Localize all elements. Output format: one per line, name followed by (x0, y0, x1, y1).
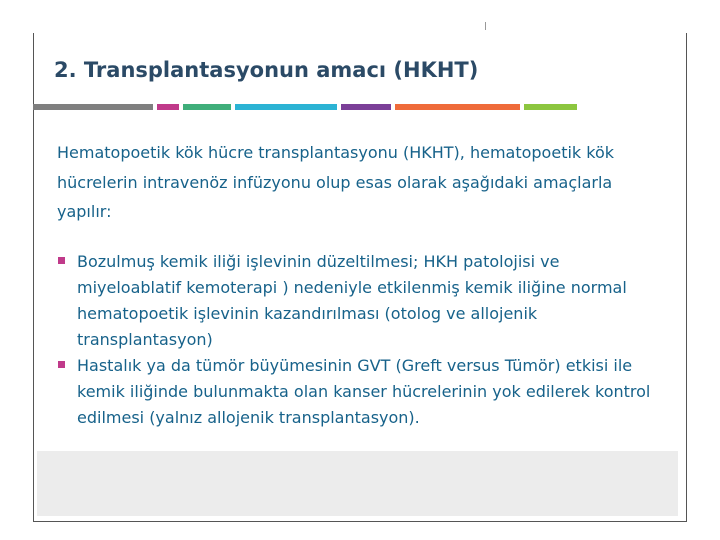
top-tick-mark (485, 22, 486, 30)
divider-segment-magenta (157, 104, 179, 110)
bullet-item (57, 353, 657, 431)
slide-content (57, 138, 657, 431)
divider-segment-cyan (235, 104, 337, 110)
square-bullet-icon (58, 361, 65, 368)
slide-title: 2. Transplantasyonun amacı (HKHT) (54, 58, 479, 82)
bullet-item (57, 249, 657, 353)
divider-segment-orange (395, 104, 520, 110)
frame-right-border (686, 33, 687, 522)
intro-paragraph: Hematopoetik kök hücre transplantasyonu (HKHT), hematopoetik kök hücrelerin intravenöz infüzyonu olup esas olarak aşağıdaki amaçlarla yapılır: (57, 143, 615, 221)
frame-bottom-border (33, 521, 687, 522)
bullet-list (57, 249, 657, 431)
divider-segment-green (183, 104, 231, 110)
divider-segment-purple (341, 104, 391, 110)
bullet-text: Bozulmuş kemik iliği işlevinin düzeltilmesi; HKH patolojisi ve miyeloablatif kemoterapi ) nedeniyle etkilenmiş kemik iliğine normal hematopoetik işlevinin kazandırılması (otolog ve allojenik transplantasyon) (77, 251, 627, 349)
color-divider-bar (33, 104, 577, 110)
footer-band (37, 451, 678, 516)
divider-segment-gray (33, 104, 153, 110)
square-bullet-icon (58, 257, 65, 264)
bullet-text: Hastalık ya da tümör büyümesinin GVT (Greft versus Tümör) etkisi ile kemik iliğinde bulunmakta olan kanser hücrelerinin yok edilerek kontrol edilmesi (yalnız allojenik transplantasyon). (77, 355, 651, 427)
divider-segment-lime (524, 104, 577, 110)
